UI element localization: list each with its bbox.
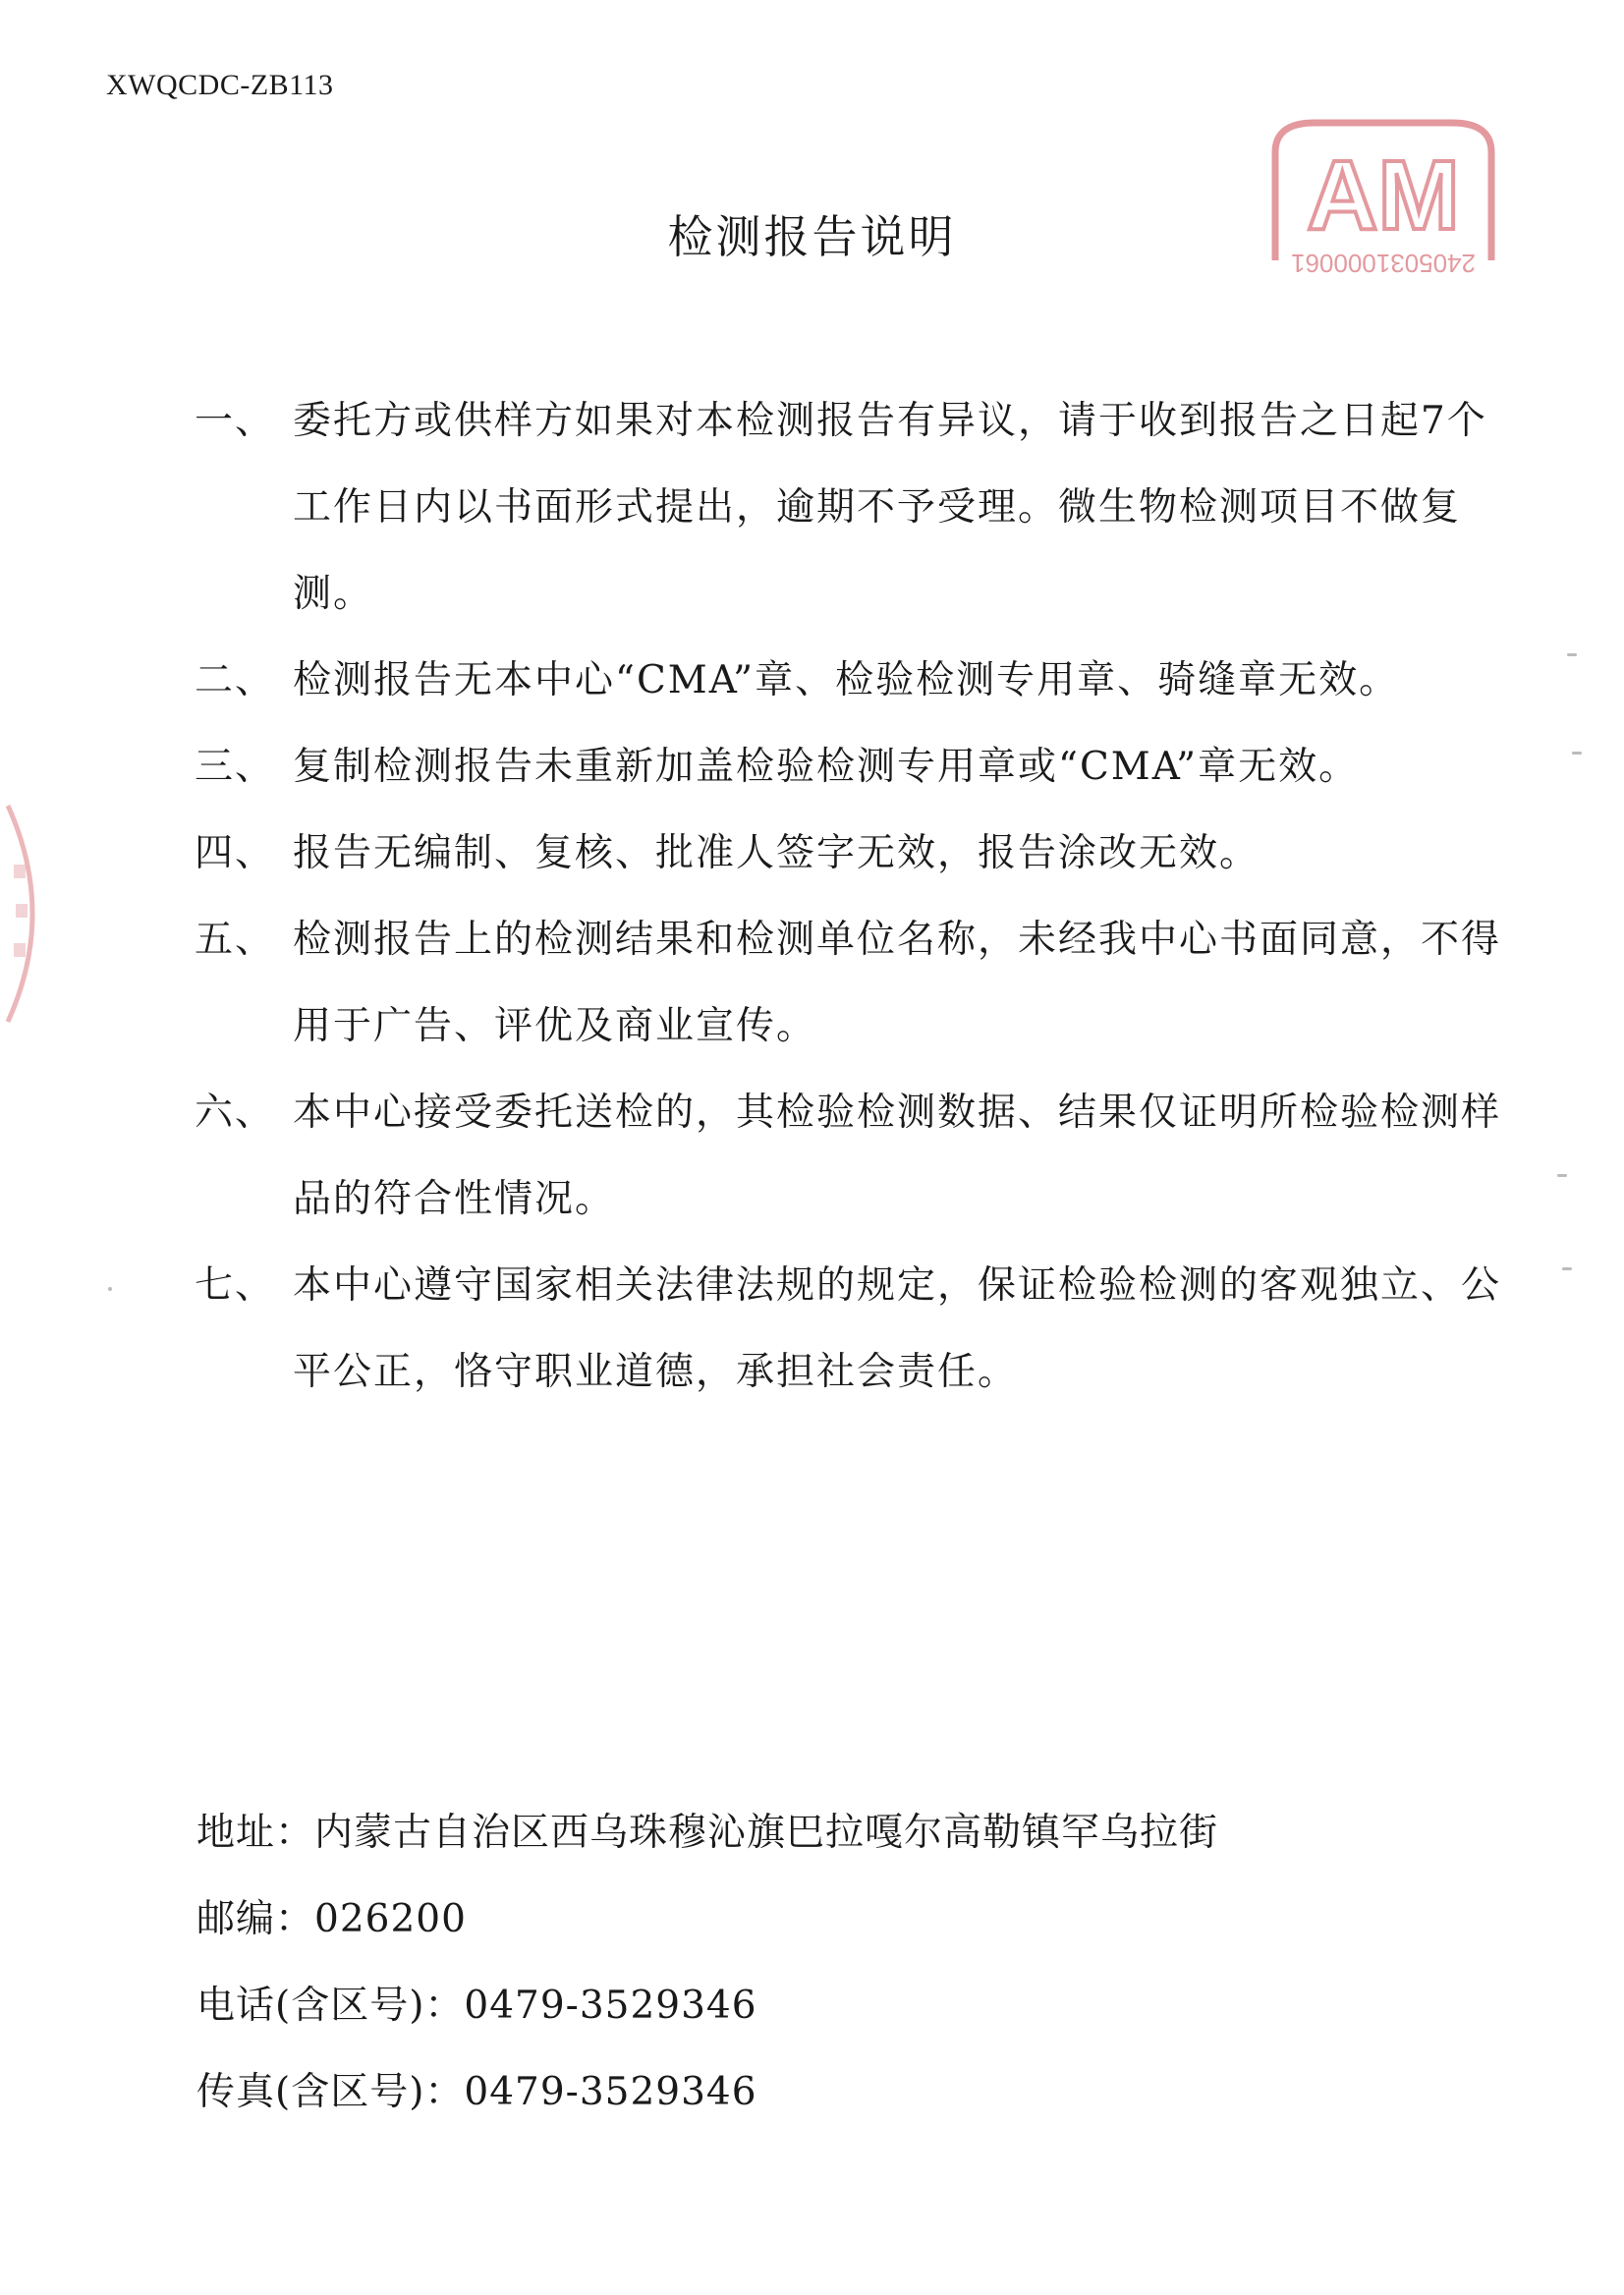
item-number: 五、: [195, 918, 276, 962]
list-item: [195, 378, 1521, 638]
item-text: 本中心遵守国家相关法律法规的规定，保证检验检测的客观独立、公平公正，恪守职业道德，承担社会责任。: [293, 1263, 1502, 1394]
item-text: 本中心接受委托送检的，其检验检测数据、结果仅证明所检验检测样品的符合性情况。: [293, 1091, 1502, 1221]
list-item: [195, 1243, 1521, 1416]
item-text: 报告无编制、复核、批准人签字无效，报告涂改无效。: [293, 831, 1260, 875]
list-item: [195, 724, 1521, 811]
page-title: 检测报告说明: [667, 210, 957, 263]
scan-speck: [1557, 1174, 1567, 1177]
item-number: 七、: [195, 1263, 276, 1308]
fax: 传真(含区号)：0479-3529346: [196, 2070, 757, 2114]
item-number: 一、: [195, 399, 276, 443]
address: 地址：内蒙古自治区西乌珠穆沁旗巴拉嘎尔高勒镇罕乌拉街: [196, 1811, 1219, 1855]
item-number: 三、: [195, 745, 276, 789]
item-text: 检测报告无本中心“CMA”章、检验检测专用章、骑缝章无效。: [293, 658, 1400, 702]
item-text: 检测报告上的检测结果和检测单位名称，未经我中心书面同意，不得用于广告、评优及商业宣传。: [293, 918, 1502, 1048]
document-code: XWQCDC-ZB113: [106, 69, 334, 101]
item-text: 复制检测报告未重新加盖检验检测专用章或“CMA”章无效。: [293, 745, 1360, 789]
item-text: 委托方或供样方如果对本检测报告有异议，请于收到报告之日起7个工作日内以书面形式提出，逾期不予受理。微生物检测项目不做复测。: [293, 399, 1487, 616]
list-item: [195, 1070, 1521, 1243]
phone: 电话(含区号)：0479-3529346: [196, 1984, 757, 2028]
scan-speck: [1562, 1267, 1572, 1270]
item-number: 六、: [195, 1091, 276, 1135]
scan-speck: [1567, 653, 1577, 656]
contact-info: [196, 1790, 1218, 2136]
seam-stamp-icon: [0, 796, 59, 1032]
notes-list: [195, 378, 1521, 1416]
item-number: 二、: [195, 658, 276, 702]
seam-stamp-fragment: [0, 796, 59, 1032]
postcode: 邮编：026200: [196, 1897, 467, 1941]
list-item: [195, 897, 1521, 1070]
item-number: 四、: [195, 831, 276, 875]
scan-speck: [108, 1287, 112, 1291]
stamp-mark: AM: [1307, 140, 1460, 251]
list-item: [195, 811, 1521, 897]
scan-speck: [1572, 752, 1582, 755]
stamp-number: 2405031000061: [1291, 249, 1476, 278]
list-item: [195, 638, 1521, 724]
